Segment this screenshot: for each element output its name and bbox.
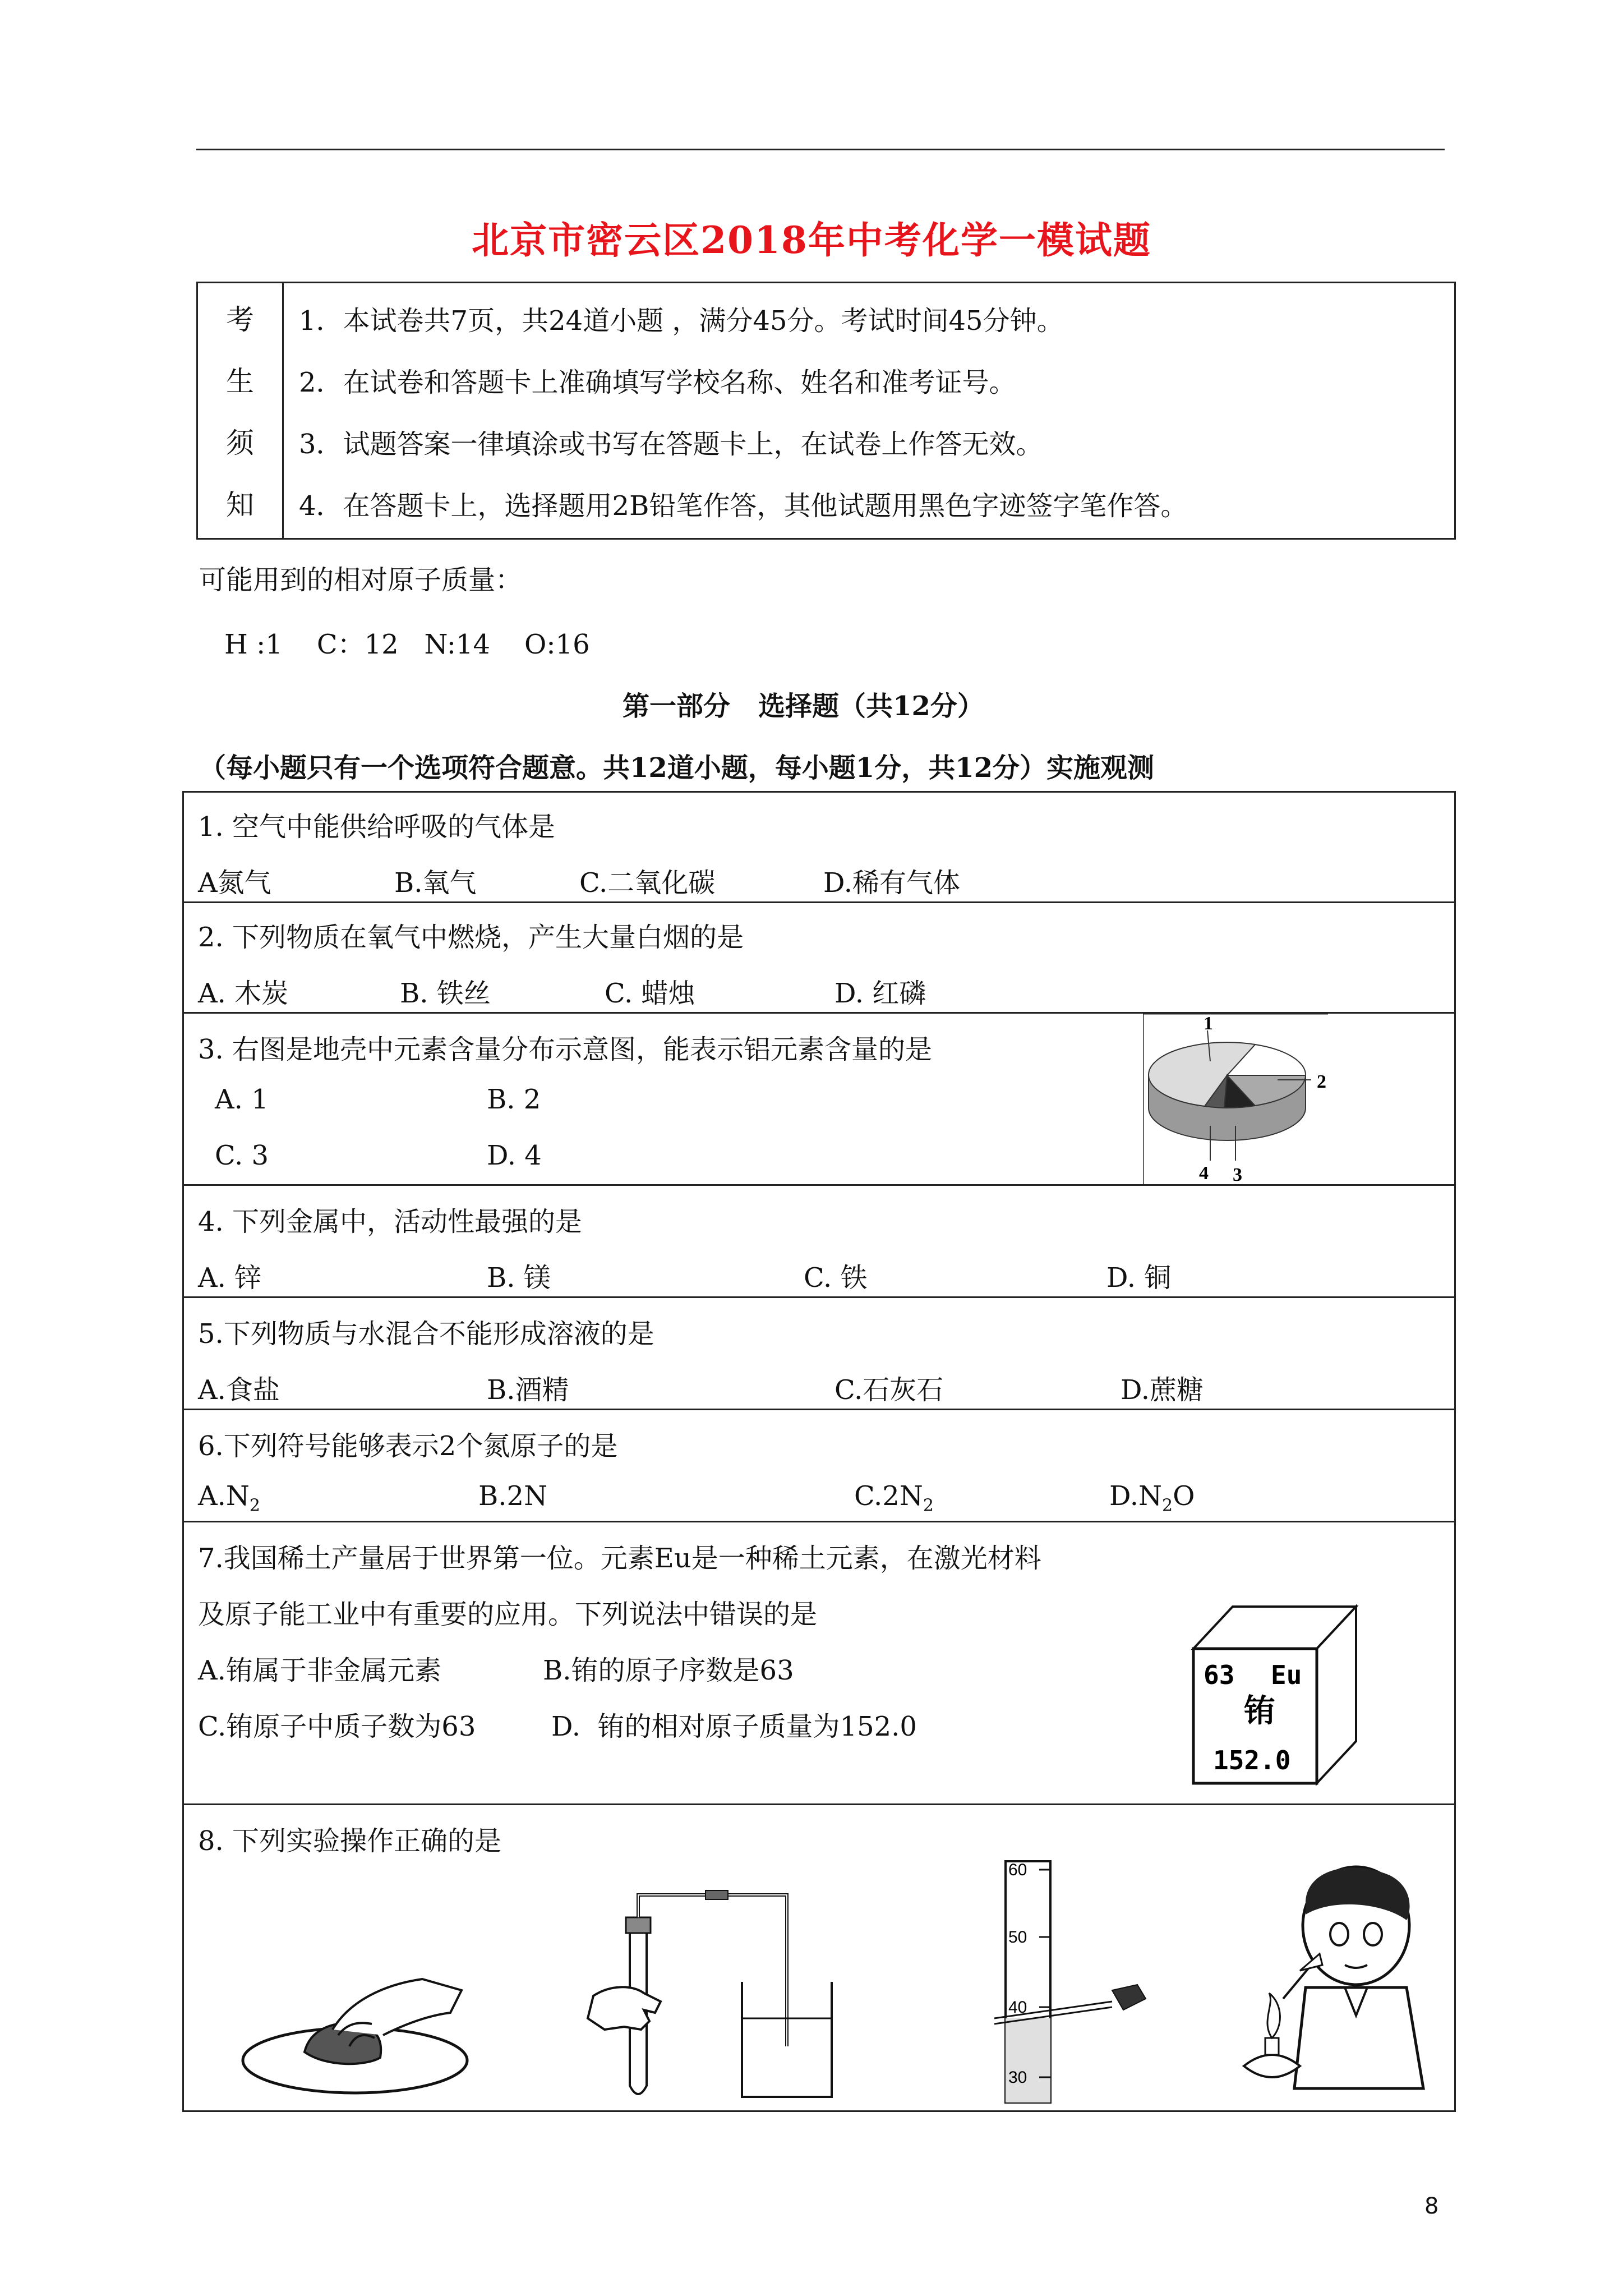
atomic-masses: H :1 C：12 N:14 O:16 (224, 629, 590, 660)
question-stem: 6.下列符号能够表示2个氮原子的是 (198, 1430, 618, 1462)
option-d: D.蔗糖 (1121, 1374, 1204, 1406)
option-d: D. 4 (487, 1140, 542, 1171)
figure-d-boy-alcohol-lamp (1221, 1853, 1446, 2105)
option-d: D. 红磷 (834, 978, 926, 1009)
figure-c-cylinder-reading (944, 1850, 1179, 2108)
option-b: B. 镁 (487, 1262, 551, 1294)
notice-side-char: 考 (226, 303, 254, 336)
question-4 (182, 1184, 1456, 1298)
option-c: C.二氧化碳 (579, 867, 716, 899)
question-7 (182, 1521, 1456, 1805)
question-stem: 2. 下列物质在氧气中燃烧，产生大量白烟的是 (198, 922, 744, 953)
tick-50: 50 (1008, 1928, 1027, 1947)
option-c: $C.2N_2$ (854, 1480, 934, 1516)
pie-label-3: 3 (1233, 1165, 1242, 1185)
option-c: C. 铁 (804, 1262, 868, 1294)
element-symbol: Eu (1271, 1660, 1302, 1690)
option-d: $D.N_2O$ (1109, 1480, 1195, 1516)
page-number: 8 (1424, 2193, 1439, 2219)
option-a: A. 锌 (198, 1262, 262, 1294)
header-rule (196, 149, 1445, 150)
option-b: B. 2 (487, 1084, 541, 1115)
pie-label-1: 1 (1204, 1014, 1213, 1034)
figure-a-hand-plate (237, 1968, 484, 2102)
page-title: 北京市密云区2018年中考化学一模试题 (472, 218, 1151, 262)
europium-element-cell (1182, 1595, 1373, 1797)
option-b: B.氧气 (394, 867, 477, 899)
option-c: C. 蜡烛 (605, 978, 695, 1009)
option-a: A. 木炭 (198, 978, 289, 1009)
tick-40: 40 (1008, 1998, 1027, 2017)
notice-box (196, 282, 1456, 540)
option-b: B. 铁丝 (400, 978, 491, 1009)
option-a: A.食盐 (198, 1374, 280, 1406)
option-c: C.石灰石 (834, 1374, 944, 1406)
question-stem: 4. 下列金属中，活动性最强的是 (198, 1206, 583, 1237)
notice-side-char: 生 (226, 365, 254, 398)
question-stem: 8. 下列实验操作正确的是 (198, 1825, 502, 1857)
option-c: C. 3 (215, 1140, 269, 1171)
option-d: D. 铕的相对原子质量为152.0 (551, 1711, 917, 1742)
tick-60: 60 (1008, 1861, 1027, 1879)
notice-side-char: 须 (226, 427, 254, 459)
notice-side (198, 283, 284, 538)
question-stem-line2: 及原子能工业中有重要的应用。下列说法中错误的是 (198, 1599, 818, 1630)
crust-element-pie-chart (1143, 1014, 1440, 1185)
question-5 (182, 1296, 1456, 1410)
question-8 (182, 1803, 1456, 2112)
element-name: 铕 (1244, 1693, 1275, 1729)
option-b: B.酒精 (487, 1374, 569, 1406)
option-a: A. 1 (215, 1084, 269, 1115)
figure-b-gas-apparatus (571, 1872, 851, 2108)
element-mass: 152.0 (1213, 1745, 1291, 1775)
question-stem-line1: 7.我国稀土产量居于世界第一位。元素Eu是一种稀土元素，在激光材料 (198, 1543, 1041, 1574)
option-a: A.铕属于非金属元素 (198, 1655, 441, 1686)
question-2 (182, 901, 1456, 1014)
notice-side-char: 知 (226, 489, 254, 521)
option-b: B.2N (478, 1480, 548, 1512)
notice-line: 1．本试卷共7页，共24道小题 ，满分45分。考试时间45分钟。 (299, 305, 1064, 337)
notice-line: 3．试题答案一律填涂或书写在答题卡上，在试卷上作答无效。 (299, 429, 1043, 460)
notice-line: 2．在试卷和答题卡上准确填写学校名称、姓名和准考证号。 (299, 367, 1016, 398)
atomic-mass-label: 可能用到的相对原子质量： (199, 564, 523, 596)
notice-line: 4．在答题卡上，选择题用2B铅笔作答，其他试题用黑色字迹签字笔作答。 (299, 490, 1188, 522)
question-1 (182, 791, 1456, 903)
tick-30: 30 (1008, 2068, 1027, 2087)
option-b: B.铕的原子序数是63 (543, 1655, 794, 1686)
pie-label-4: 4 (1199, 1163, 1209, 1184)
option-a: A氮气 (198, 867, 271, 899)
option-d: D. 铜 (1106, 1262, 1172, 1294)
question-stem: 1. 空气中能供给呼吸的气体是 (198, 811, 556, 843)
question-stem: 5.下列物质与水混合不能形成溶液的是 (198, 1318, 654, 1350)
section-title: 第一部分 选择题（共12分） (623, 691, 984, 722)
question-6 (182, 1409, 1456, 1522)
section-instructions: （每小题只有一个选项符合题意。共12道小题，每小题1分，共12分）实施观测 (199, 752, 1154, 784)
element-atomic-number: 63 (1204, 1660, 1235, 1690)
option-c: C.铕原子中质子数为63 (198, 1711, 476, 1742)
question-stem: 3. 右图是地壳中元素含量分布示意图，能表示铝元素含量的是 (198, 1034, 933, 1065)
pie-label-2: 2 (1317, 1071, 1326, 1092)
option-d: D.稀有气体 (823, 867, 961, 899)
question-3 (182, 1012, 1456, 1186)
option-a: $A.N_2$ (198, 1480, 261, 1516)
